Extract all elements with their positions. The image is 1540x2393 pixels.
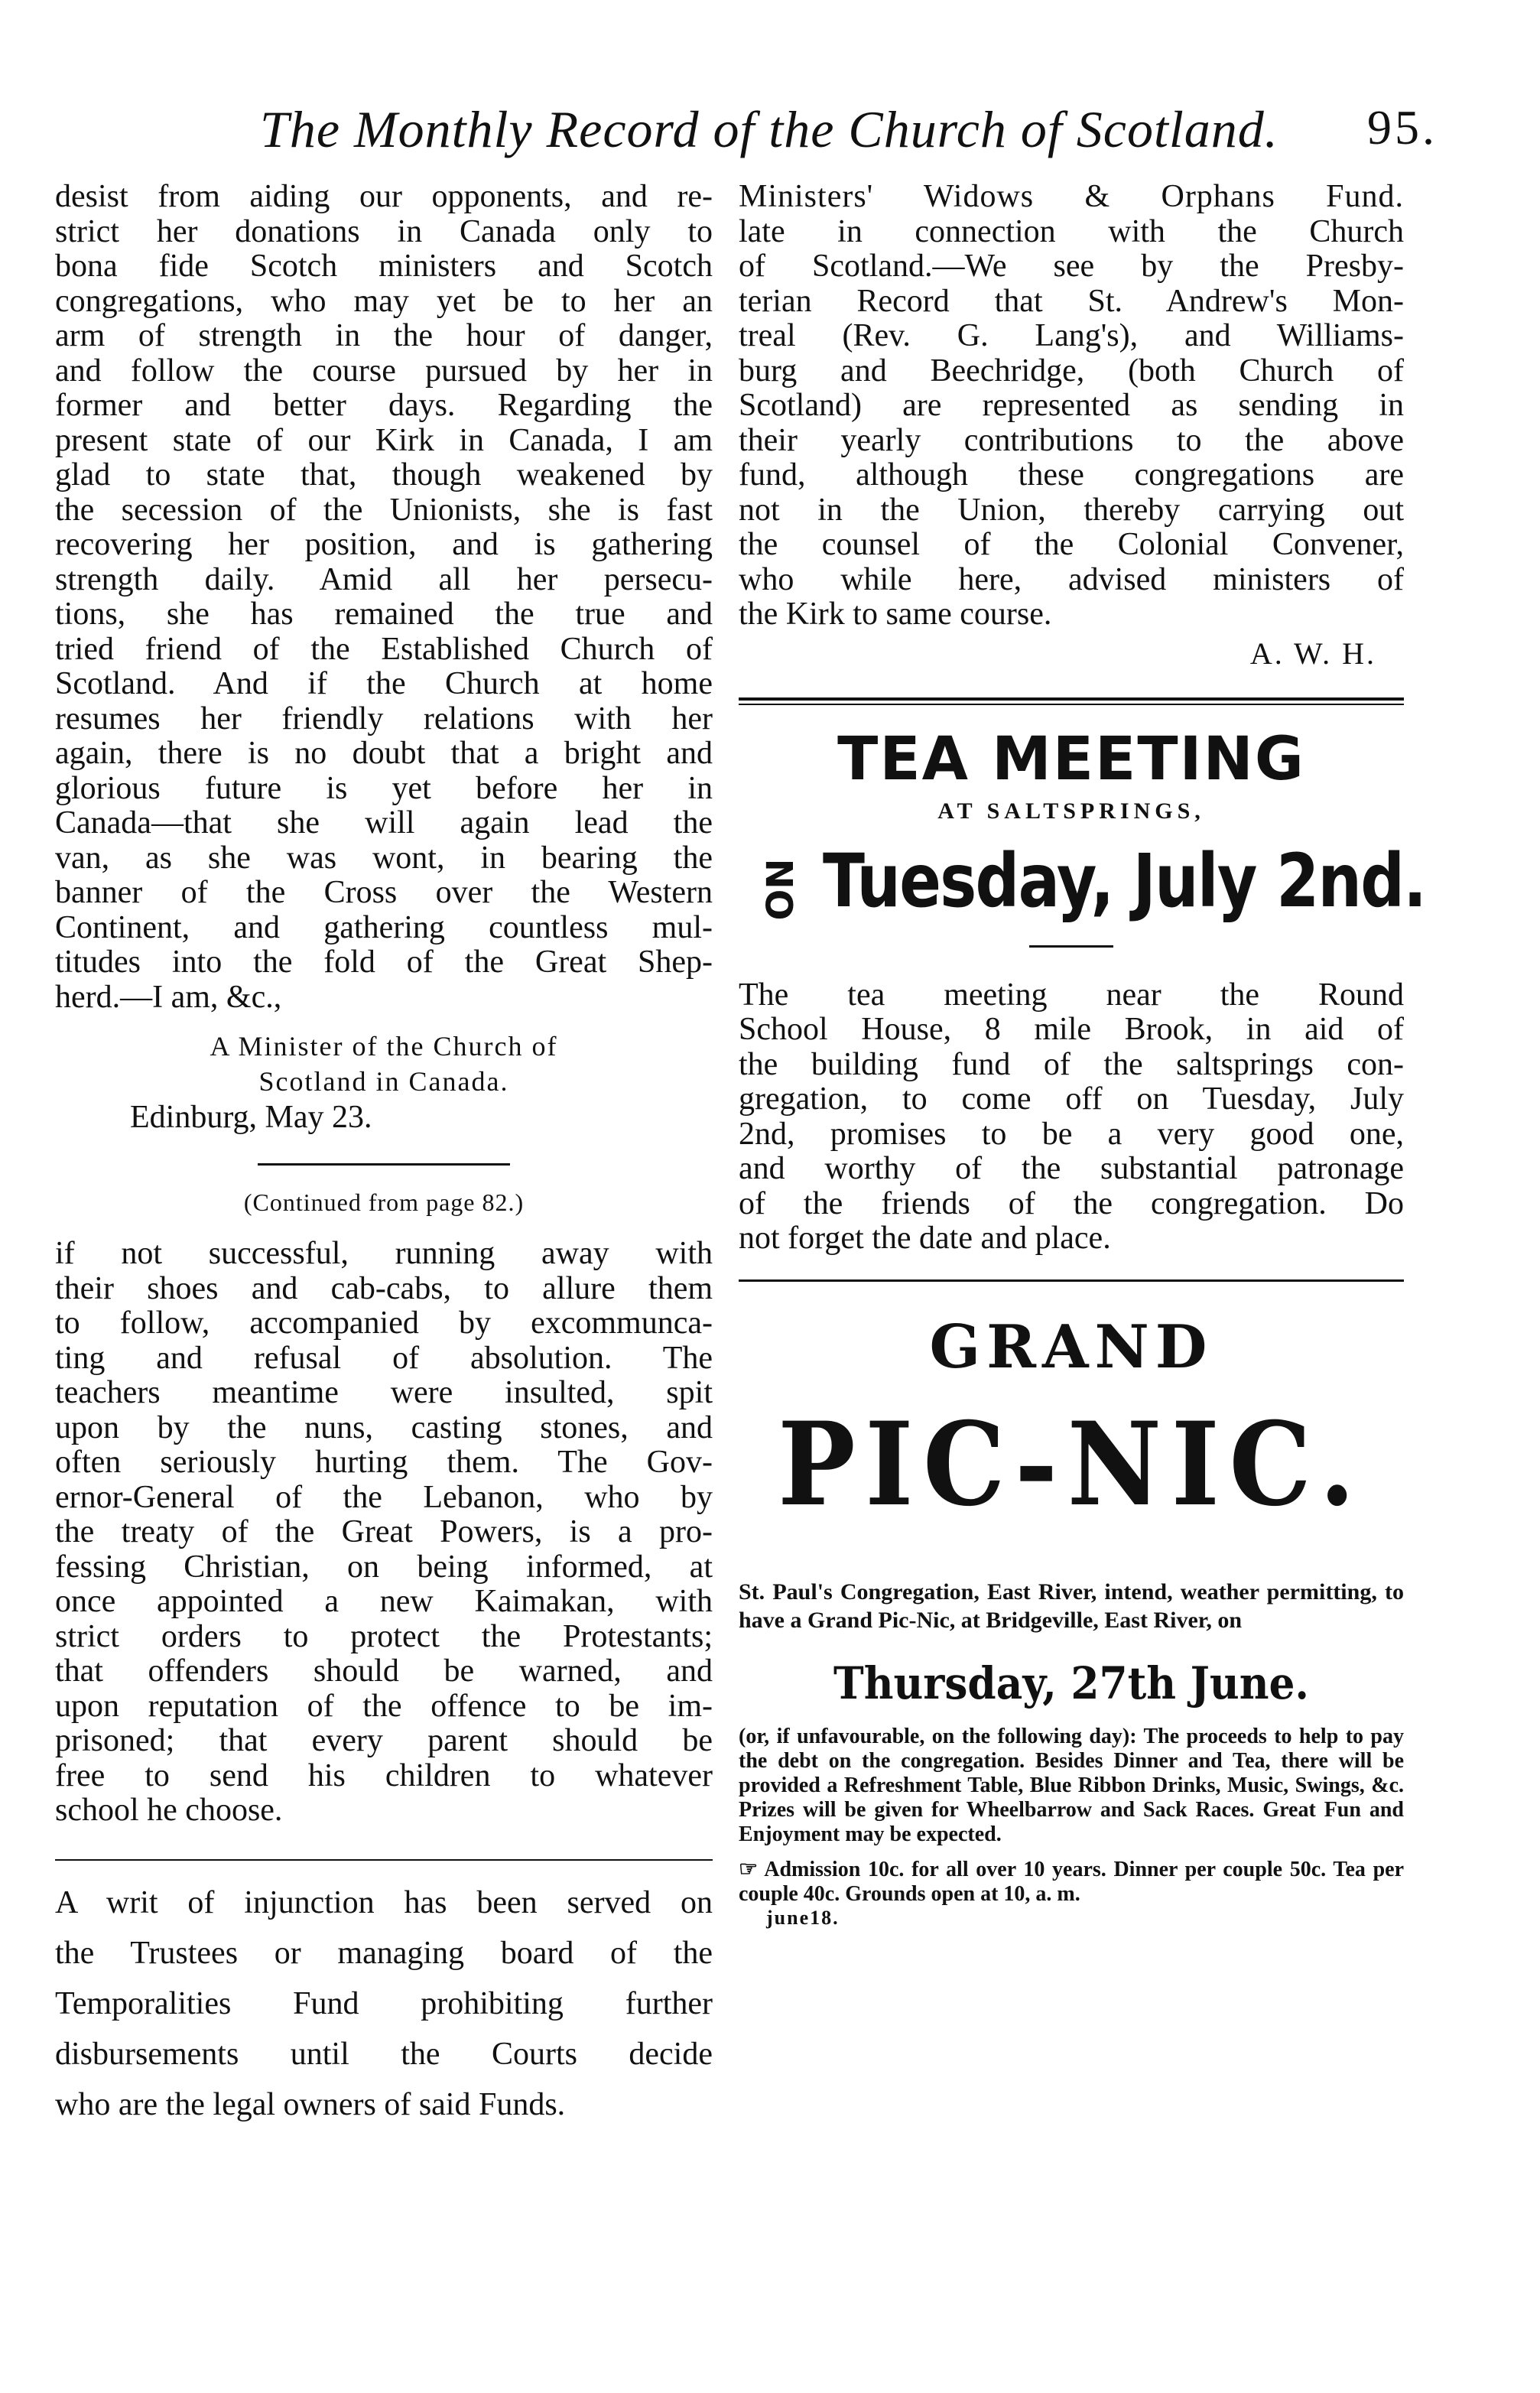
ad-date: Tuesday, July 2nd. [823, 837, 1426, 924]
widows-closing: the Kirk to same course. [739, 597, 1052, 632]
text-line: disbursements until the Courts decide [55, 2036, 713, 2072]
text-line: the secession of the Unionists, she is fast [55, 492, 713, 528]
text-line: ting and refusal of absolution. The [55, 1340, 713, 1376]
text-line: Canada—that she will again lead the [55, 805, 713, 840]
text-line: burg and Beechridge, (both Church of [739, 353, 1404, 389]
text-line: present state of our Kirk in Canada, I am [55, 422, 713, 458]
text-line: of the friends of the congregation. Do [739, 1185, 1404, 1221]
ad-code: june18. [766, 1906, 840, 1929]
text-line: late in connection with the Church [739, 213, 1404, 249]
text-line: and worthy of the substantial patronage [739, 1151, 1404, 1186]
text-line: resumes her friendly relations with her [55, 701, 713, 736]
continued-note: (Continued from page 82.) [243, 1188, 525, 1216]
right-column [739, 179, 1426, 1930]
ad-details: (or, if unfavourable, on the following day): The proceeds to help to pay the debt on the congregation. Besides Dinner and Tea, there will be provided a Refreshment Table, Blue Ribbon Drinks, Music, Swings, &c. Prizes will be given for Wheelbarrow and Sack Races. Great Fun and Enjoyment may be expected. [739, 1724, 1404, 1846]
ad-admission: ☞ Admission 10c. for all over 10 years. Dinner per couple 50c. Tea per couple 40c. Grounds open at 10, a. m. [739, 1857, 1404, 1906]
text-line: Ministers' Widows & Orphans Fund. [739, 179, 1404, 214]
text-line: upon reputation of the offence to be im- [55, 1688, 713, 1724]
widows-fund-notice [739, 180, 1404, 671]
text-line: tried friend of the Established Church of [55, 631, 713, 667]
text-line: who while here, advised ministers of [739, 561, 1404, 597]
text-line: strict her donations in Canada only to [55, 213, 713, 249]
text-line: the counsel of the Colonial Convener, [739, 527, 1404, 562]
text-line: the treaty of the Great Powers, is a pro- [55, 1514, 713, 1549]
text-line: free to send his children to whatever [55, 1757, 713, 1793]
text-line: glorious future is yet before her in [55, 770, 713, 806]
section-divider [1029, 945, 1113, 948]
text-line: former and better days. Regarding the [55, 388, 713, 423]
letter-article [55, 180, 713, 1015]
running-title: The Monthly Record of the Church of Scotland. [260, 100, 1278, 158]
tea-meeting-ad [739, 724, 1426, 1257]
text-line: prisoned; that every parent should be [55, 1723, 713, 1758]
signature-date: Edinburg, May 23. [130, 1100, 372, 1135]
text-line: strict orders to protect the Protestants; [55, 1618, 713, 1654]
text-line: and follow the course pursued by her in [55, 353, 713, 389]
text-line: banner of the Cross over the Western [55, 875, 713, 910]
notice-signature: A. W. H. [1249, 636, 1376, 671]
left-column [55, 180, 713, 2130]
text-line: that offenders should be warned, and [55, 1653, 713, 1689]
text-line: if not successful, running away with [55, 1236, 713, 1271]
text-line: Scotland. And if the Church at home [55, 666, 713, 701]
signature-line: Scotland in Canada. [258, 1066, 509, 1097]
text-line: not in the Union, thereby carrying out [739, 492, 1404, 528]
text-line: the building fund of the saltsprings con- [739, 1046, 1404, 1082]
text-line: The tea meeting near the Round [739, 977, 1404, 1013]
text-line: of Scotland.—We see by the Presby- [739, 249, 1404, 284]
text-line: recovering her position, and is gathering [55, 527, 713, 562]
text-line: their yearly contributions to the above [739, 422, 1404, 458]
text-line: Continent, and gathering countless mul- [55, 909, 713, 945]
ad-title: TEA MEETING [837, 724, 1305, 794]
ad-date: Thursday, 27th June. [833, 1657, 1310, 1709]
text-line: arm of strength in the hour of danger, [55, 318, 713, 353]
letter-closing: herd.—I am, &c., [55, 979, 282, 1015]
text-line: upon by the nuns, casting stones, and [55, 1409, 713, 1445]
text-line: Temporalities Fund prohibiting further [55, 1985, 713, 2021]
continued-article [55, 1237, 713, 1829]
text-line: often seriously hurting them. The Gov- [55, 1445, 713, 1480]
text-line: desist from aiding our opponents, and re- [55, 179, 713, 214]
text-line: titudes into the fold of the Great Shep- [55, 945, 713, 980]
section-divider [739, 697, 1404, 705]
writ-closing: who are the legal owners of said Funds. [55, 2086, 566, 2122]
page-number: 95. [1367, 100, 1438, 154]
tea-closing: not forget the date and place. [739, 1221, 1111, 1256]
section-divider [739, 1279, 1404, 1282]
text-line: tions, she has remained the true and [55, 597, 713, 632]
section-divider [258, 1163, 510, 1166]
text-line: terian Record that St. Andrew's Mon- [739, 283, 1404, 319]
section-divider [55, 1859, 713, 1861]
text-line: 2nd, promises to be a very good one, [739, 1116, 1404, 1152]
continued-closing: school he choose. [55, 1793, 283, 1828]
writ-notice [55, 1878, 713, 2130]
text-line: Scotland) are represented as sending in [739, 388, 1404, 423]
ad-title: PIC-NIC. [778, 1396, 1365, 1532]
text-line: the Trustees or managing board of the [55, 1935, 713, 1971]
text-line: once appointed a new Kaimakan, with [55, 1584, 713, 1619]
text-line: glad to state that, though weakened by [55, 457, 713, 493]
text-line: strength daily. Amid all her persecu- [55, 561, 713, 597]
ad-intro: St. Paul's Congregation, East River, intend, weather permitting, to have a Grand Pic-Nic, at Bridgeville, East River, on [739, 1579, 1404, 1633]
page-header [260, 99, 1438, 168]
signature-line: A Minister of the Church of [210, 1031, 558, 1062]
text-line: A writ of injunction has been served on [55, 1884, 713, 1920]
text-line: congregations, who may yet be to her an [55, 283, 713, 319]
text-line: ernor-General of the Lebanon, who by [55, 1479, 713, 1515]
text-line: to follow, accompanied by excommunca- [55, 1305, 713, 1341]
text-line: fessing Christian, on being informed, at [55, 1549, 713, 1585]
text-line: their shoes and cab-cabs, to allure them [55, 1270, 713, 1306]
text-line: treal (Rev. G. Lang's), and Williams- [739, 318, 1404, 353]
ad-heading: GRAND [929, 1312, 1213, 1382]
text-line: School House, 8 mile Brook, in aid of [739, 1012, 1404, 1047]
text-line: again, there is no doubt that a bright and [55, 736, 713, 771]
picnic-ad [739, 1312, 1404, 1930]
text-line: fund, although these congregations are [739, 457, 1404, 493]
text-line: van, as she was wont, in bearing the [55, 840, 713, 876]
text-line: bona fide Scotch ministers and Scotch [55, 249, 713, 284]
ad-on-label: ON [759, 858, 802, 920]
ad-subtitle: AT SALTSPRINGS, [937, 798, 1205, 824]
ad-date-row [739, 837, 1426, 930]
text-line: gregation, to come off on Tuesday, July [739, 1081, 1404, 1117]
text-line: teachers meantime were insulted, spit [55, 1375, 713, 1410]
